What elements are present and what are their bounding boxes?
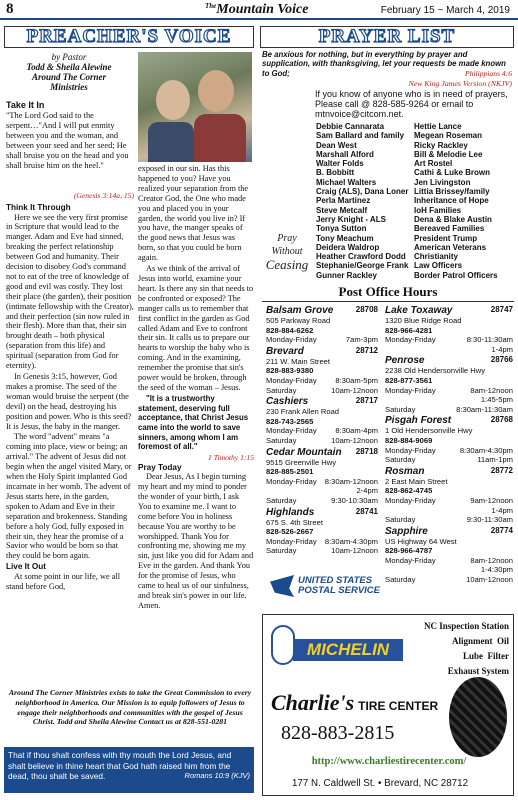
po-name: Balsam Grove: [266, 305, 334, 316]
prayer-name: Art Rostel: [414, 159, 453, 169]
po-time: 9am-12noon: [470, 495, 513, 505]
prayer-name: Megean Roseman: [414, 131, 483, 141]
prayer-banner-box: [260, 26, 514, 48]
po-name: Highlands: [266, 506, 315, 518]
po-time: 8:30am-4:30pm: [459, 445, 513, 455]
po-addr: 2 East Main Street: [385, 476, 448, 486]
po-time: 9:30-11:30am: [466, 515, 513, 525]
po-time: 1-4pm: [491, 344, 513, 354]
prayer-name: Littia Brissey/family: [414, 187, 490, 197]
post-office-right: [385, 305, 513, 586]
po-day: Saturday: [385, 455, 416, 465]
po-phone: 828-884-9069: [385, 435, 433, 445]
po-addr: 1320 Blue Ridge Road: [385, 316, 462, 325]
charlies-tire-ad: [262, 614, 514, 796]
po-name: Pisgah Forest: [385, 415, 452, 427]
po-zip: 28766: [490, 355, 513, 365]
po-day: Monday-Friday: [266, 476, 317, 486]
prayer-name: Perla Martinez: [316, 196, 371, 206]
post-office-entry: [266, 447, 378, 506]
po-day: Monday-Friday: [385, 445, 436, 455]
po-phone: 828-877-3561: [385, 375, 433, 385]
po-day: Monday-Friday: [266, 426, 317, 436]
service-item: Filter: [487, 651, 509, 661]
masthead: [205, 2, 308, 18]
po-addr: 9515 Greenville Hwy: [266, 457, 337, 467]
po-zip: 28772: [490, 465, 513, 475]
po-day: Saturday: [266, 385, 297, 395]
po-day: Monday-Friday: [385, 555, 436, 565]
preacher-column-1: [6, 100, 134, 172]
prayer-intro: Be anxious for nothing, but in everything by prayer and supplication, with thanksgiving, let your requests be made known to God;: [262, 50, 506, 78]
service-item: Alignment: [451, 636, 493, 646]
prayer-name: Christianity: [414, 252, 459, 262]
logo-line: Pray Without: [271, 233, 303, 257]
po-phone: 828-885-2501: [266, 467, 314, 477]
prayer-name: President Trump: [414, 233, 478, 243]
masthead-the: The: [205, 2, 217, 10]
po-time: 8:30am-4:30pm: [324, 536, 378, 546]
ministry-note: Around The Corner Ministries exists to take the Great Commission to every neighborhood in America. Our Mission is to equip followers of Jesus to engage their neighborhoods and communities with the gospel of Jesus Christ. Todd and Sheila Alewine Contact us at 828-551-0281: [8, 688, 252, 727]
prayer-contact: If you know of anyone who is in need of prayers, Please call @ 828-585-9264 or email to mtnvoice@citcom.net.: [315, 89, 508, 120]
po-name: Brevard: [266, 345, 304, 357]
post-office-entry: [266, 507, 378, 556]
po-addr: 2238 Old Hendersonville Hwy: [385, 366, 486, 376]
po-time: 8am-12noon: [470, 555, 513, 565]
prayer-name: Cathi & Luke Brown: [414, 168, 491, 178]
po-time: 1:45-5pm: [480, 395, 513, 405]
po-time: 11am-1pm: [477, 455, 513, 465]
po-day: Monday-Friday: [385, 335, 436, 345]
paragraph: Dear Jesus, As I begin turning my heart and my mind to ponder the wonder of your birth, I ask You to examine me. I want to come before You in holiness because You are worthy to be worshipped. Thank You for confronting me, showing me my sin, just like you did for Adam and Eve in the garden. And thank You for the promise of Jesus, who came to heal us of our sinfulness, and break sin's power in our life. Amen.: [138, 472, 254, 610]
po-day: Monday-Friday: [266, 335, 317, 345]
post-office-divider: [262, 301, 514, 302]
paragraph: As we think of the arrival of Jesus into world, examine your heart. Is there any sin that needs to be confronted or exposed? The manger calls us to remember that first conflict in the garden as God called Adam and Eve to confront their sin. It calls us to prepare our hearts to worship the baby who is coming. And in the examining, remember the promise that sin's power would be broken, through the seed of the woman – Jesus.: [138, 264, 254, 392]
prayer-name: American Veterans: [414, 242, 487, 252]
prayer-name: Gunner Rackley: [316, 270, 377, 280]
po-zip: 28747: [490, 305, 513, 314]
prayer-name: IoH Families: [414, 205, 462, 215]
po-time: 1-4pm: [491, 505, 513, 515]
prayer-name: Michael Walters: [316, 177, 377, 187]
photo-shirt: [194, 114, 246, 162]
masthead-title: Mountain Voice: [216, 2, 309, 17]
prayer-name: Jen Livingston: [414, 177, 471, 187]
post-office-entry: [385, 305, 513, 354]
po-time: 8:30am-12noon: [324, 476, 378, 486]
prayer-name: Steve Metcalf: [316, 205, 368, 215]
heading-pray: Pray Today: [138, 463, 182, 473]
post-office-entry: [266, 305, 378, 345]
paragraph: The word "advent" means "a coming into place, view or being; an arrival." The advent of Jesus did not begin when the angel visited Mary, or when the Holy Spirit implanted God incarnate in her womb. The advent of Jesus starts here, in the garden, spoken to Adam and Eve in their separation and brokenness. Standing before a holy God, fully exposed in their sin, they hear the promise of a Savior who would be born so that they could be born again.: [6, 432, 132, 561]
po-zip: 28774: [490, 525, 513, 535]
post-office-entry: [266, 396, 378, 445]
po-day: Saturday: [266, 435, 297, 445]
post-office-entry: [385, 526, 513, 585]
photo-shirt: [148, 122, 194, 162]
po-time: 10am-12noon: [466, 575, 513, 585]
post-office-entry: [385, 466, 513, 525]
post-office-entry: [385, 355, 513, 414]
service-item: Oil: [496, 636, 509, 646]
heading-live: Live It Out: [6, 562, 47, 572]
po-phone: 828-966-4281: [385, 325, 433, 335]
po-zip: 28717: [355, 396, 378, 406]
prayer-name: Sam Ballard and family: [316, 131, 405, 141]
po-day: Saturday: [385, 575, 416, 585]
post-office-title: Post Office Hours: [338, 284, 438, 299]
post-office-entry: [266, 346, 378, 395]
po-time: 8:30am-5pm: [335, 375, 378, 385]
prayer-name: Stephanie/George Frank: [316, 261, 409, 271]
post-office-left: [266, 305, 378, 557]
scripture-quote: "The Lord God said to the serpent…"And I will put enmity between you and the woman, and between your seed and her seed; He shall bruise you on the head and you shall bruise him on the heel.": [6, 111, 129, 170]
po-addr: 1 Old Hendersonville Hwy: [385, 426, 473, 436]
po-day: Monday-Friday: [266, 536, 317, 546]
po-time: 8:30am-4pm: [335, 426, 378, 436]
prayer-name: Deidera Waldrop: [316, 242, 380, 252]
scripture-ref: (Genesis 3:14a, 15): [73, 191, 134, 200]
service-item: Exhaust System: [447, 666, 509, 676]
photo-person: [198, 70, 234, 112]
po-phone: 828-862-4745: [385, 486, 433, 496]
service-item: Lube: [462, 651, 483, 661]
usps-line: UNITED STATES: [298, 575, 373, 586]
prayer-name: Debbie Cannarata: [316, 122, 385, 131]
verse-ref: 1 Timothy 1:15: [208, 453, 254, 463]
ad-url[interactable]: http://www.charliestirecenter.com/: [311, 756, 467, 767]
prayer-name: Hettie Lance: [414, 122, 462, 131]
po-time: 1-4:30pm: [480, 565, 513, 575]
po-addr: 230 Frank Allen Road: [266, 407, 340, 417]
po-time: 10am-12noon: [331, 435, 378, 445]
tire-icon: [449, 677, 507, 757]
photo-person: [156, 80, 190, 120]
verse-box-ref: Romans 10:9 (KJV): [184, 771, 250, 780]
pastor-photo: [138, 52, 252, 162]
po-zip: 28708: [355, 305, 378, 314]
prayer-name: Dena & Blake Austin: [414, 214, 492, 224]
po-zip: 28768: [490, 415, 513, 425]
preacher-banner: PREACHER'S VOICE: [26, 26, 232, 47]
prayer-intro-ref: Philippians 4:6: [464, 69, 512, 78]
po-addr: US Highway 64 West: [385, 536, 457, 546]
brand-script: Charlie's: [271, 690, 355, 715]
verse-text: That if thou shalt confess with thy mouth the Lord Jesus, and shalt believe in thine heart that God hath raised him from the dead, thou shalt be saved.: [8, 750, 232, 781]
paragraph: exposed in our sin. Has this happened to you? Have you realized your separation from the Creator God, the One who made you and placed you in your garden, the world you live in? If you have, the manger speaks of the good news that Jesus was born, so that you could be born again.: [138, 164, 249, 263]
heading-take-it-in: Take It In: [6, 100, 45, 110]
byline-line: Todd & Sheila Alewine: [26, 62, 112, 72]
pray-without-ceasing-logo: [262, 232, 312, 282]
po-addr: 675 S. 4th Street: [266, 517, 323, 527]
brand-name: [271, 691, 451, 718]
ad-phone: 828-883-2815: [281, 722, 395, 744]
po-time: 2-4pm: [356, 486, 378, 496]
po-zip: 28718: [355, 446, 378, 456]
preacher-column-2: [138, 164, 254, 612]
usps-logo: [270, 570, 380, 602]
po-time: 10am-12noon: [331, 546, 378, 556]
prayer-name: Tony Meachum: [316, 233, 374, 243]
po-name: Cashiers: [266, 396, 309, 408]
byline-line: Ministries: [50, 82, 88, 92]
prayer-names-right: [414, 122, 516, 280]
page-header: [0, 0, 518, 20]
michelin-man-icon: [271, 625, 295, 665]
paragraph: In Genesis 3:15, however, God makes a promise. The seed of the woman would bruise the serpent (the devil) on the head, destroying his position and power. Who is this seed? It is Jesus, the baby in the manger.: [6, 372, 132, 431]
prayer-names-left: [316, 122, 420, 280]
service-item: NC Inspection Station: [423, 621, 509, 631]
po-addr: 211 W. Main Street: [266, 356, 331, 366]
po-time: 8am-12noon: [470, 385, 513, 395]
po-day: Monday-Friday: [266, 375, 317, 385]
prayer-name: Heather Crawford Dodd: [316, 252, 406, 262]
logo-line: Ceasing: [265, 257, 309, 272]
po-phone: 828-743-2565: [266, 416, 314, 426]
po-name: Cedar Mountain: [266, 446, 342, 458]
po-name: Penrose: [385, 355, 425, 367]
verse-box: [4, 747, 254, 793]
prayer-version: New King James Version (NKJV): [408, 79, 512, 88]
byline-line: Around The Corner: [31, 72, 107, 82]
eagle-icon: [270, 575, 294, 597]
page-number: 8: [6, 1, 14, 17]
usps-line: POSTAL SERVICE: [298, 585, 380, 596]
prayer-name: Inheritance of Hope: [414, 196, 489, 206]
ad-address: 177 N. Caldwell St. • Brevard, NC 28712: [291, 778, 469, 789]
paragraph: Here we see the very first promise in Scripture that would lead to the manger. Adam and Eve had sinned, breaking the perfect relationship between God and humanity. Their decision to disobey God's command not to eat of the tree of knowledge of good and evil was costly. They lost their place (the garden), their position (intimate fellowship with the Creator), and their perfection (sin now ruled in their flesh). More than that, their sin brought death – both physical (separation from this life) and spiritual (separation from God for eternity).: [6, 212, 134, 371]
byline-line: by Pastor: [51, 52, 87, 62]
po-phone: 828-883-9380: [266, 366, 314, 376]
prayer-name: Tonya Sutton: [316, 224, 367, 234]
prayer-name: B. Bobbitt: [316, 168, 355, 178]
po-day: Saturday: [385, 404, 416, 414]
po-day: Saturday: [266, 546, 297, 556]
issue-date: February 15 ~ March 4, 2019: [380, 5, 510, 16]
michelin-logo: MICHELIN: [293, 639, 403, 661]
prayer-name: Bereaved Families: [414, 224, 485, 234]
prayer-name: Ricky Rackley: [414, 140, 468, 150]
po-time: 9:30-10:30am: [331, 495, 378, 505]
po-day: Saturday: [385, 515, 416, 525]
po-name: Lake Toxaway: [385, 305, 453, 316]
po-time: 8:30-11:30am: [466, 335, 513, 345]
preacher-banner-box: [4, 26, 254, 48]
po-phone: 828-966-4787: [385, 546, 433, 556]
prayer-name: Bill & Melodie Lee: [414, 149, 483, 159]
po-time: 8:30am-11:30am: [456, 404, 513, 414]
po-addr: 505 Parkway Road: [266, 316, 331, 325]
po-time: 10am-12noon: [331, 385, 378, 395]
po-zip: 28712: [355, 345, 378, 355]
po-phone: 828-526-2667: [266, 527, 314, 537]
prayer-name: Dean West: [316, 140, 357, 150]
po-name: Rosman: [385, 465, 425, 477]
prayer-name: Marshall Alford: [316, 149, 374, 159]
po-phone: 828-884-6262: [266, 325, 314, 335]
prayer-banner: PRAYER LIST: [318, 26, 456, 47]
prayer-name: Border Patrol Officers: [414, 270, 498, 280]
byline: [4, 52, 134, 92]
brand-rest: TIRE CENTER: [358, 699, 439, 713]
preacher-column-1b: [6, 203, 134, 593]
po-day: Monday-Friday: [385, 495, 436, 505]
po-name: Sapphire: [385, 525, 428, 537]
heading-think: Think It Through: [6, 203, 71, 212]
po-day: Monday-Friday: [385, 385, 436, 395]
bold-quote: "It is a trustworthy statement, deserving full acceptance, that Christ Jesus came into the world to save sinners, among whom I am foremost of all.": [138, 393, 249, 452]
po-time: 7am-3pm: [345, 335, 378, 345]
post-office-entry: [385, 415, 513, 464]
prayer-name: Craig (ALS), Dana Loner: [316, 187, 409, 197]
prayer-name: Walter Folds: [316, 159, 364, 169]
prayer-name: Law Officers: [414, 261, 463, 271]
prayer-name: Jerry Knight - ALS: [316, 214, 386, 224]
paragraph: At some point in our life, we all stand before God,: [6, 571, 120, 591]
po-zip: 28741: [355, 506, 378, 516]
po-day: Saturday: [266, 495, 297, 505]
